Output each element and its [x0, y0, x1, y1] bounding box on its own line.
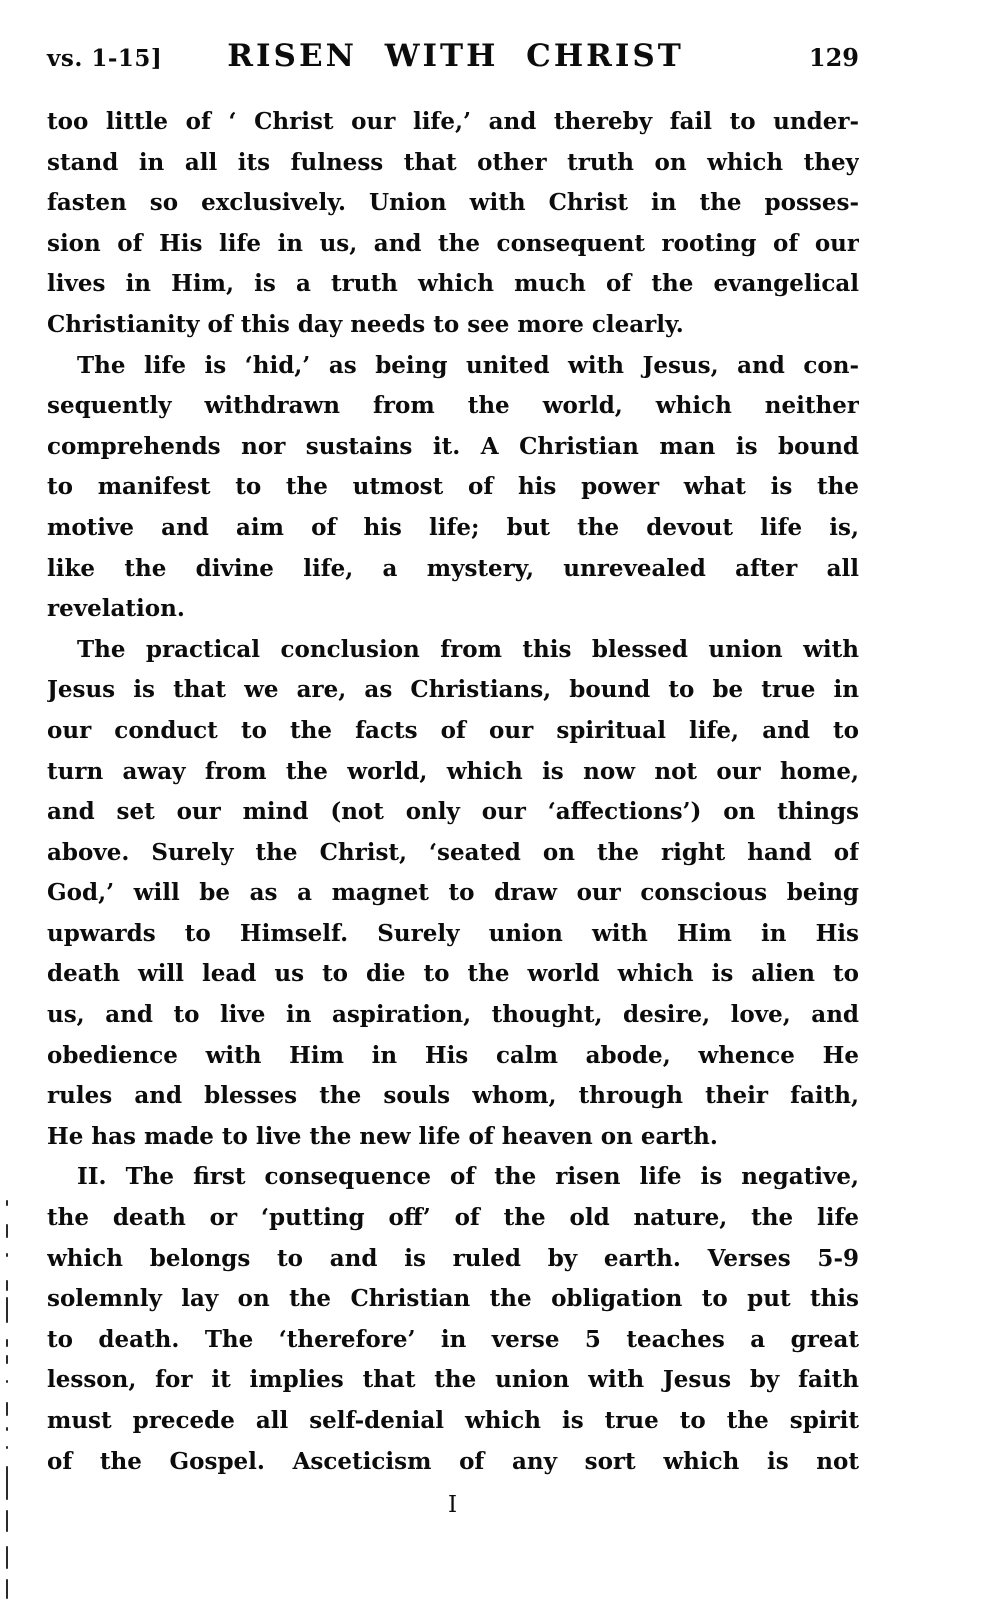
text-line: above. Surely the Christ, ‘seated on the right hand of — [47, 838, 859, 866]
scan-artifact-dash — [6, 1402, 8, 1416]
page-number: 129 — [808, 43, 859, 72]
text-line: fasten so exclusively. Union with Christ in the posses- — [47, 189, 859, 217]
text-line: solemnly lay on the Christian the obligation to put this — [47, 1285, 859, 1313]
text-line: He has made to live the new life of heaven on earth. — [47, 1122, 718, 1150]
text-line: and set our mind (not only our ‘affections’) on things — [47, 798, 859, 826]
paragraph — [47, 102, 859, 346]
text-line: turn away from the world, which is now not our home, — [47, 757, 859, 785]
scan-artifact-dash — [6, 1297, 8, 1323]
text-line: comprehends nor sustains it. A Christian man is bound — [47, 432, 859, 460]
paragraph — [47, 346, 859, 630]
text-line: sion of His life in us, and the consequent rooting of our — [47, 229, 859, 257]
text-line: The practical conclusion from this blessed union with — [77, 635, 859, 663]
scan-artifact-dash — [6, 1546, 8, 1569]
text-line: our conduct to the facts of our spiritual life, and to — [47, 716, 859, 744]
text-line: motive and aim of his life; but the devout life is, — [47, 513, 859, 541]
page-content — [47, 38, 859, 1518]
paragraph — [47, 630, 859, 1158]
scan-artifact-dash — [6, 1253, 8, 1257]
text-line: Jesus is that we are, as Christians, bound to be true in — [47, 676, 859, 704]
scan-artifact-dash — [6, 1466, 8, 1500]
printers-signature-mark: I — [447, 1492, 459, 1519]
text-line: lesson, for it implies that the union with Jesus by faith — [47, 1366, 859, 1394]
scan-artifact-dash — [6, 1280, 8, 1291]
scan-artifact-dash — [6, 1200, 8, 1206]
text-line: The life is ‘hid,’ as being united with Jesus, and con- — [77, 351, 859, 379]
text-line: revelation. — [47, 595, 185, 623]
paragraph — [47, 1157, 859, 1482]
scan-artifact-marks — [0, 0, 14, 1601]
text-line: of the Gospel. Asceticism of any sort which is not — [47, 1447, 859, 1475]
text-line: us, and to live in aspiration, thought, desire, love, and — [47, 1001, 859, 1029]
scan-artifact-dash — [6, 1339, 8, 1347]
text-line: upwards to Himself. Surely union with Him in His — [47, 919, 859, 947]
scan-artifact-dash — [6, 1355, 8, 1364]
text-line: which belongs to and is ruled by earth. Verses 5-9 — [47, 1244, 859, 1272]
text-line: stand in all its fulness that other truth on which they — [47, 148, 859, 176]
text-line: to death. The ‘therefore’ in verse 5 teaches a great — [47, 1325, 859, 1353]
text-line: like the divine life, a mystery, unrevealed after all — [47, 554, 859, 582]
text-line: to manifest to the utmost of his power what is the — [47, 473, 859, 501]
text-line: rules and blesses the souls whom, through their faith, — [47, 1082, 859, 1110]
scan-artifact-dash — [6, 1446, 8, 1449]
text-line: must precede all self-denial which is true to the spirit — [47, 1407, 859, 1434]
running-header — [47, 38, 859, 82]
text-line: God,’ will be as a magnet to draw our conscious being — [47, 879, 859, 907]
scan-artifact-dash — [6, 1579, 8, 1599]
text-line: death will lead us to die to the world which is alien to — [47, 960, 859, 988]
text-line: II. The first consequence of the risen life is negative, — [77, 1163, 859, 1191]
text-line: Christianity of this day needs to see more clearly. — [47, 310, 684, 338]
text-line: the death or ‘putting off’ of the old nature, the life — [47, 1204, 859, 1232]
verse-range-label: vs. 1-15] — [47, 45, 163, 72]
body-text — [47, 102, 859, 1482]
scan-artifact-dash — [6, 1224, 8, 1238]
text-line: lives in Him, is a truth which much of the evangelical — [47, 270, 859, 298]
scan-artifact-dash — [6, 1510, 8, 1532]
scan-artifact-dash — [6, 1380, 8, 1383]
text-line: sequently withdrawn from the world, which neither — [47, 392, 859, 420]
chapter-title: RISEN WITH CHRIST — [227, 38, 684, 74]
scan-artifact-dash — [6, 1427, 8, 1431]
text-line: obedience with Him in His calm abode, whence He — [47, 1041, 859, 1069]
text-line: too little of ‘ Christ our life,’ and thereby fail to under- — [47, 108, 859, 135]
